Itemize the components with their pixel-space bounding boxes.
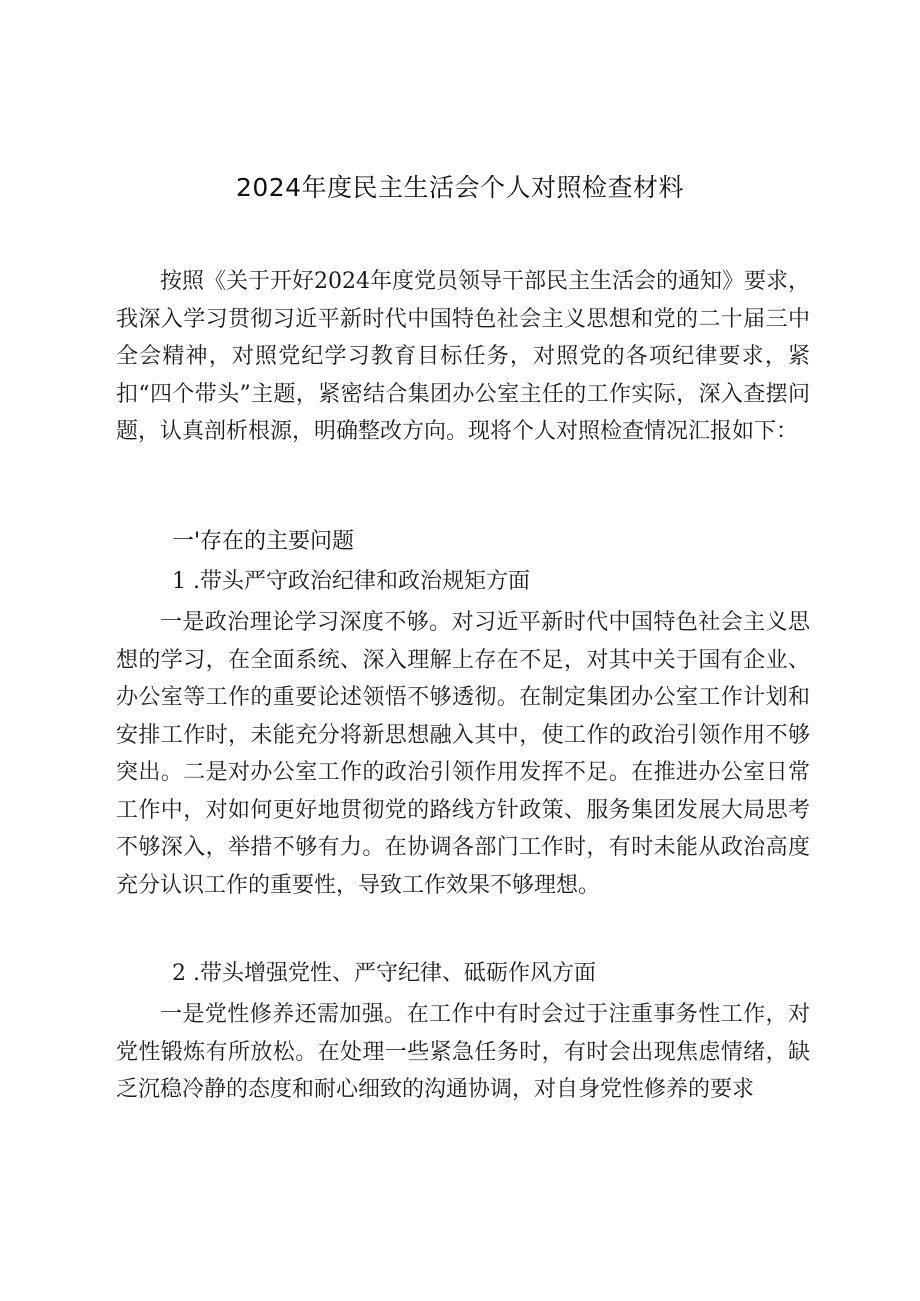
subsection1-block (116, 604, 810, 904)
subsection2-paragraph: 一是党性修养还需加强。在工作中有时会过于注重事务性工作，对党性锻炼有所放松。在处理一些紧急任务时，有时会出现焦虑情绪，缺乏沉稳冷静的态度和耐心细致的沟通协调，对自身党性修养的要求 (116, 1002, 810, 1102)
subsection-heading-political-discipline: 1 .带头严守政治纪律和政治规矩方面 (172, 569, 530, 594)
section-heading-problems: 一'存在的主要问题 (172, 529, 355, 554)
intro-paragraph: 按照《关于开好2024年度党员领导干部民主生活会的通知》要求，我深入学习贯彻习近平新时代中国特色社会主义思想和党的二十届三中全会精神，对照党纪学习教育目标任务，对照党的各项纪律要求，紧扣“四个带头”主题，紧密结合集团办公室主任的工作实际，深入查摆问题，认真剖析根源，明确整改方向。现将个人对照检查情况汇报如下： (116, 269, 810, 444)
intro-block (116, 263, 810, 451)
subsection2-block (116, 996, 810, 1109)
subsection1-paragraph: 一是政治理论学习深度不够。对习近平新时代中国特色社会主义思想的学习，在全面系统、深入理解上存在不足，对其中关于国有企业、办公室等工作的重要论述领悟不够透彻。在制定集团办公室工作计划和安排工作时，未能充分将新思想融入其中，使工作的政治引领作用不够突出。二是对办公室工作的政治引领作用发挥不足。在推进办公室日常工作中，对如何更好地贯彻党的路线方针政策、服务集团发展大局思考不够深入，举措不够有力。在协调各部门工作时，有时未能从政治高度充分认识工作的重要性，导致工作效果不够理想。 (116, 610, 810, 898)
subsection-heading-party-spirit: 2 .带头增强党性、严守纪律、砥砺作风方面 (172, 961, 596, 986)
document-title: 2024年度民主生活会个人对照检查材料 (235, 173, 685, 202)
